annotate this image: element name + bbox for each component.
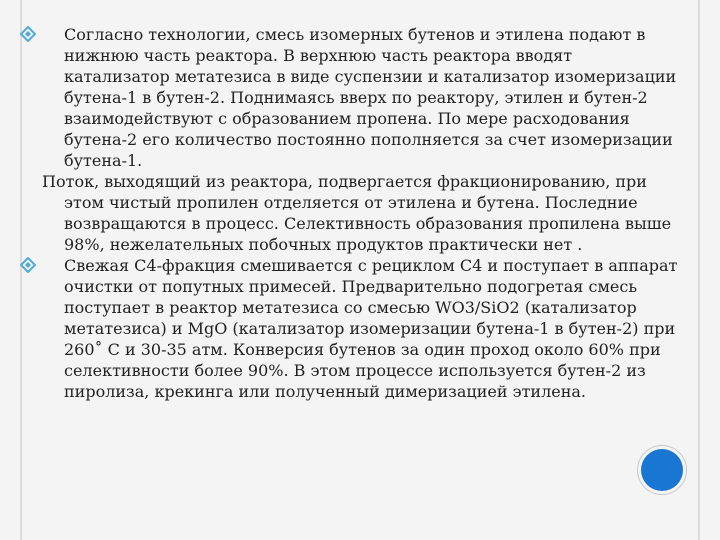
right-frame-line bbox=[698, 0, 700, 540]
diamond-bullet-icon bbox=[20, 257, 36, 273]
paragraph-text: Поток, выходящий из реактора, подвергается фракционированию, при этом чистый пропилен отделяется от этилена и бутена. Последние возвращаются в процесс. Селективность образования пропилена выше 98%, нежелательных побочных продуктов практически нет . bbox=[42, 172, 672, 254]
bullet-paragraph-3 bbox=[42, 255, 682, 402]
slide-body bbox=[42, 24, 682, 402]
plain-paragraph-2 bbox=[42, 171, 682, 255]
paragraph-text: Согласно технологии, смесь изомерных бутенов и этилена подают в нижнюю часть реактора. В верхнюю часть реактора вводят катализатор метатезиса в виде суспензии и катализатор изомеризации бутена-1 в бутен-2. Поднимаясь вверх по реактору, этилен и бутен-2 взаимодействуют с образованием пропена. По мере расходования бутена-2 его количество постоянно пополняется за счет изомеризации бутена-1. bbox=[64, 25, 677, 170]
bullet-paragraph-1 bbox=[42, 24, 682, 171]
diamond-bullet-icon bbox=[20, 26, 36, 42]
paragraph-text: Свежая С4-фракция смешивается с рециклом С4 и поступает в аппарат очистки от попутных примесей. Предварительно подогретая смесь поступает в реактор метатезиса со смесью WO3/SiO2 (катализатор метатезиса) и MgO (катализатор изомеризации бутена-1 в бутен-2) при 260˚ С и 30-35 атм. Конверсия бутенов за один проход около 60% при селективности более 90%. В этом процессе используется бутен-2 из пиролиза, крекинга или полученный димеризацией этилена. bbox=[64, 256, 678, 401]
accent-circle bbox=[641, 449, 683, 491]
